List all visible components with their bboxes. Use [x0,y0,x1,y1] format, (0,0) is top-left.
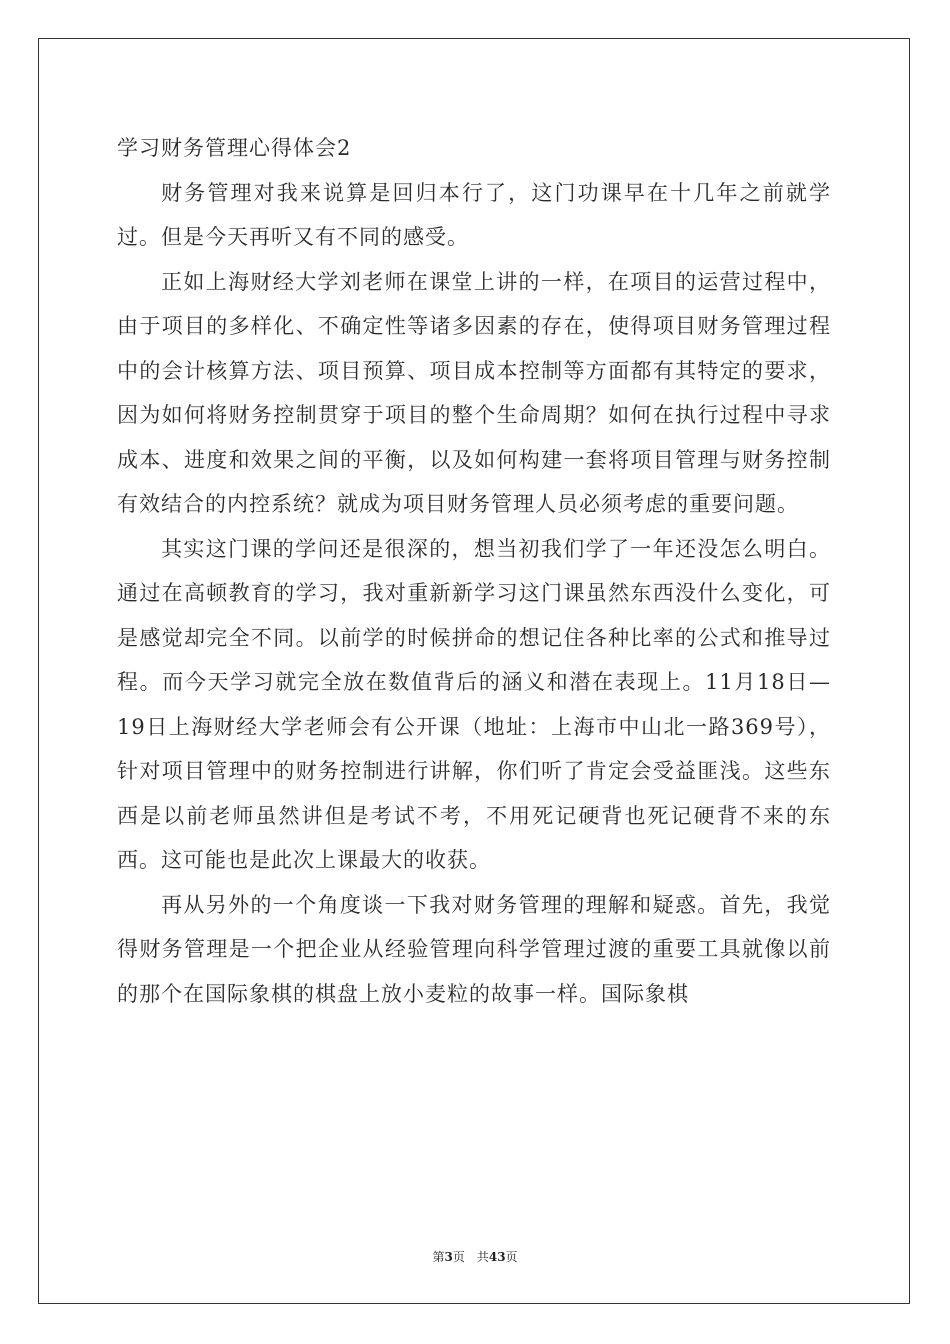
page-suffix: 页 [452,1250,465,1264]
page-prefix: 第 [432,1250,445,1264]
page-total: 43 [488,1250,506,1264]
document-title: 学习财务管理心得体会2 [117,136,352,160]
document-body [117,126,831,1016]
page-current: 3 [444,1250,453,1264]
paragraph-2: 正如上海财经大学刘老师在课堂上讲的一样，在项目的运营过程中，由于项目的多样化、不确定性等诸多因素的存在，使得项目财务管理过程中的会计核算方法、项目预算、项目成本控制等方面都有其特定的要求，因为如何将财务控制贯穿于项目的整个生命周期？如何在执行过程中寻求成本、进度和效果之间的平衡，以及如何构建一套将项目管理与财务控制有效结合的内控系统？就成为项目财务管理人员必须考虑的重要问题。 [117,269,831,516]
paragraph-1: 财务管理对我来说算是回归本行了，这门功课早在十几年之前就学过。但是今天再听又有不同的感受。 [117,180,831,249]
paragraph-4: 再从另外的一个角度谈一下我对财务管理的理解和疑惑。首先，我觉得财务管理是一个把企业从经验管理向科学管理过渡的重要工具就像以前的那个在国际象棋的棋盘上放小麦粒的故事一样。国际象棋 [117,892,831,1006]
total-prefix: 共 [476,1250,489,1264]
total-suffix: 页 [505,1250,518,1264]
paragraph-3: 其实这门课的学问还是很深的，想当初我们学了一年还没怎么明白。通过在高顿教育的学习，我对重新新学习这门课虽然东西没什么变化，可是感觉却完全不同。以前学的时候拼命的想记住各种比率的公式和推导过程。而今天学习就完全放在数值背后的涵义和潜在表现上。11月18日—19日上海财经大学老师会有公开课（地址：上海市中山北一路369号），针对项目管理中的财务控制进行讲解，你们听了肯定会受益匪浅。这些东西是以前老师虽然讲但是考试不考，不用死记硬背也死记硬背不来的东西。这可能也是此次上课最大的收获。 [117,536,831,872]
page-footer [0,1248,950,1265]
